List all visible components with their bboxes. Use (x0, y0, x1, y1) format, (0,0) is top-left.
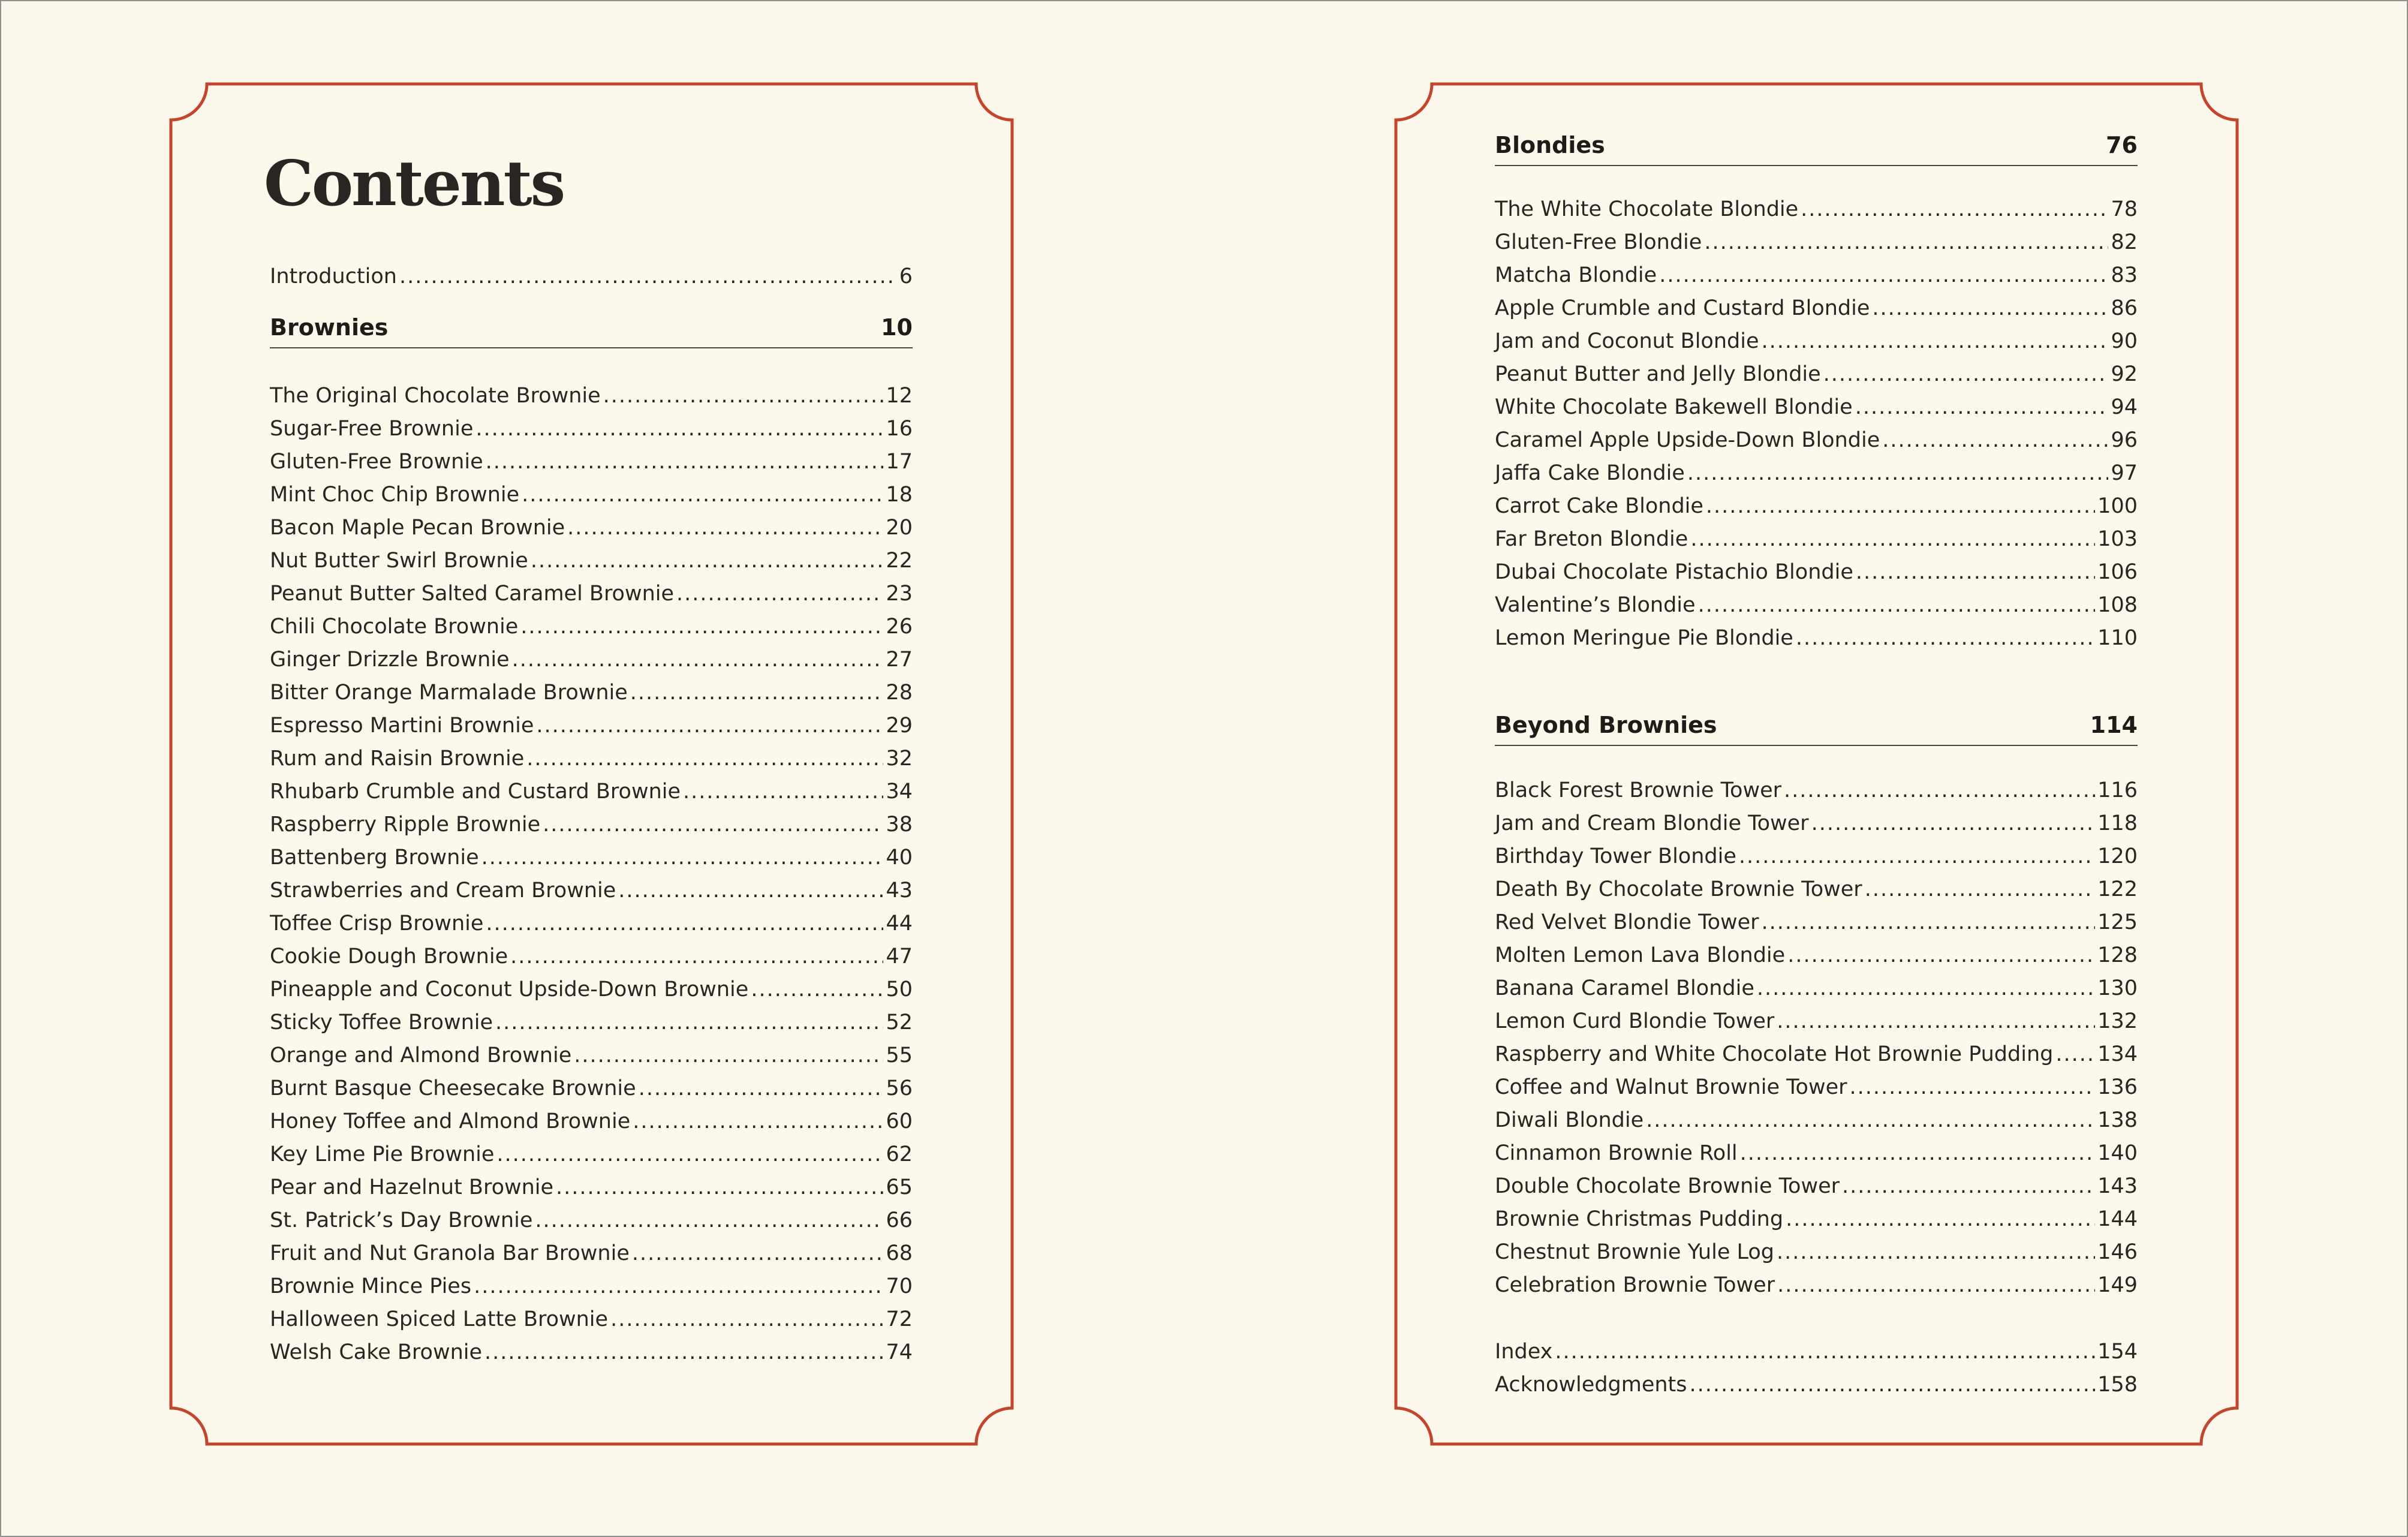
toc-entry-label: Jam and Cream Blondie Tower (1495, 811, 1809, 835)
toc-entry-label: Rum and Raisin Brownie (270, 747, 525, 771)
toc-entry-page: 136 (2097, 1075, 2138, 1099)
toc-entry-label: Brownie Christmas Pudding (1495, 1207, 1784, 1231)
section-title: Beyond Brownies (1495, 712, 1717, 738)
toc-entry-page: 97 (2111, 461, 2138, 485)
toc-entry-page: 92 (2111, 362, 2138, 386)
toc-entry-label: Index (1495, 1340, 1553, 1364)
toc-entry-label: Mint Choc Chip Brownie (270, 483, 520, 507)
dot-leader (1823, 358, 2109, 391)
dot-leader (1796, 622, 2095, 655)
toc-entry-label: Orange and Almond Brownie (270, 1043, 572, 1067)
toc-entry[interactable] (1495, 622, 2138, 655)
dot-leader (536, 709, 883, 742)
toc-entry[interactable] (1495, 424, 2138, 457)
dot-leader (510, 940, 883, 973)
toc-entry-label: White Chocolate Bakewell Blondie (1495, 395, 1853, 419)
dot-leader (1856, 556, 2095, 589)
toc-entry[interactable] (1495, 490, 2138, 523)
toc-entry[interactable] (270, 545, 913, 577)
dot-leader (603, 380, 884, 413)
toc-entry-page: 82 (2111, 230, 2138, 254)
toc-entry-page: 55 (886, 1043, 913, 1067)
toc-entry[interactable] (1495, 1005, 2138, 1038)
toc-entry-page: 72 (886, 1307, 913, 1331)
toc-entry-page: 6 (899, 264, 913, 288)
toc-entry-label: Jam and Coconut Blondie (1495, 329, 1759, 353)
toc-entry-page: 120 (2097, 844, 2138, 868)
toc-entry[interactable] (270, 1006, 913, 1039)
toc-entry[interactable] (1495, 1269, 2138, 1302)
section-title: Blondies (1495, 132, 1605, 158)
toc-entry-label: Lemon Curd Blondie Tower (1495, 1009, 1775, 1033)
toc-entry-page: 144 (2097, 1207, 2138, 1231)
toc-entry-label: Gluten-Free Brownie (270, 450, 483, 474)
dot-leader (1777, 1005, 2095, 1038)
dot-leader (639, 1072, 884, 1105)
dot-leader (1865, 873, 2095, 906)
toc-entry[interactable] (270, 775, 913, 808)
dot-leader (676, 577, 883, 610)
toc-entry[interactable] (270, 643, 913, 676)
toc-entry-page: 38 (886, 813, 913, 837)
toc-entry[interactable] (270, 1270, 913, 1303)
toc-entry-label: Birthday Tower Blondie (1495, 844, 1736, 868)
toc-entry-page: 74 (886, 1340, 913, 1364)
toc-entry[interactable] (270, 577, 913, 610)
toc-entry-page: 40 (886, 846, 913, 870)
toc-entry-label: Raspberry and White Chocolate Hot Brownie Pudding (1495, 1042, 2054, 1066)
dot-leader (1842, 1170, 2095, 1203)
toc-entry-page: 100 (2097, 494, 2138, 518)
dot-leader (1811, 807, 2096, 840)
page-title: Contents (264, 146, 564, 220)
toc-entry-page: 16 (886, 417, 913, 441)
toc-entry-label: Dubai Chocolate Pistachio Blondie (1495, 560, 1853, 584)
dot-leader (535, 1204, 883, 1237)
toc-entry[interactable] (270, 940, 913, 973)
toc-entry[interactable] (270, 709, 913, 742)
toc-entry-label: Banana Caramel Blondie (1495, 976, 1754, 1000)
toc-entry-label: Battenberg Brownie (270, 846, 479, 870)
toc-entry-label: Pear and Hazelnut Brownie (270, 1175, 554, 1199)
dot-leader (1740, 1137, 2096, 1170)
dot-leader (399, 260, 897, 293)
toc-entry[interactable] (1495, 226, 2138, 259)
toc-entry-label: Peanut Butter and Jelly Blondie (1495, 362, 1821, 386)
toc-entry-page: 34 (886, 780, 913, 804)
toc-entry-label: Introduction (270, 264, 397, 288)
toc-entry[interactable] (1495, 1038, 2138, 1071)
section-heading-blondies[interactable] (1495, 128, 2138, 166)
toc-entry-label: Black Forest Brownie Tower (1495, 778, 1781, 802)
toc-entry[interactable] (270, 1039, 913, 1072)
toc-entry-label: Honey Toffee and Almond Brownie (270, 1109, 631, 1133)
toc-entry[interactable] (270, 973, 913, 1006)
dot-leader (512, 643, 884, 676)
toc-entry-label: Red Velvet Blondie Tower (1495, 910, 1759, 934)
toc-entry-page: 110 (2097, 626, 2138, 650)
section-heading-beyond-brownies[interactable] (1495, 708, 2138, 746)
toc-entry-label: Cookie Dough Brownie (270, 945, 508, 968)
toc-entry-label: Matcha Blondie (1495, 263, 1657, 287)
toc-entry-page: 22 (886, 549, 913, 573)
toc-entry-page: 43 (886, 879, 913, 903)
dot-leader (1855, 391, 2109, 424)
toc-entry[interactable] (1495, 1137, 2138, 1170)
toc-entry-label: Bitter Orange Marmalade Brownie (270, 681, 628, 705)
toc-entry-page: 132 (2097, 1009, 2138, 1033)
dot-leader (531, 545, 884, 577)
dot-leader (618, 874, 883, 907)
toc-entry[interactable] (1495, 873, 2138, 906)
dot-leader (610, 1303, 883, 1336)
dot-leader (1777, 1269, 2095, 1302)
toc-entry-label: Strawberries and Cream Brownie (270, 879, 616, 903)
toc-entry[interactable] (270, 676, 913, 709)
toc-entry[interactable] (270, 1072, 913, 1105)
toc-entry-label: Chili Chocolate Brownie (270, 615, 519, 639)
dot-leader (475, 413, 883, 446)
toc-entry-page: 65 (886, 1175, 913, 1199)
toc-entry-label: Carrot Cake Blondie (1495, 494, 1703, 518)
toc-entry-label: Jaffa Cake Blondie (1495, 461, 1685, 485)
toc-entry-introduction[interactable] (270, 260, 913, 293)
dot-leader (474, 1270, 883, 1303)
toc-entry[interactable] (1495, 939, 2138, 972)
toc-entry-label: Peanut Butter Salted Caramel Brownie (270, 582, 675, 606)
section-title: Brownies (270, 314, 389, 341)
toc-entry-label: Raspberry Ripple Brownie (270, 813, 541, 837)
toc-entry-page: 149 (2097, 1273, 2138, 1297)
toc-entry-label: Key Lime Pie Brownie (270, 1142, 495, 1166)
dot-leader (1687, 457, 2109, 490)
toc-entry-label: Valentine’s Blondie (1495, 593, 1696, 617)
toc-entry-label: Sticky Toffee Brownie (270, 1010, 493, 1034)
toc-entry[interactable] (1495, 1170, 2138, 1203)
toc-entry[interactable] (1495, 556, 2138, 589)
toc-entry-label: Death By Chocolate Brownie Tower (1495, 877, 1862, 901)
toc-entry[interactable] (1495, 840, 2138, 873)
toc-entry-page: 158 (2097, 1373, 2138, 1397)
toc-entry[interactable] (1495, 523, 2138, 556)
toc-entry[interactable] (1495, 292, 2138, 325)
dot-leader (567, 512, 883, 545)
toc-entry-label: Toffee Crisp Brownie (270, 912, 484, 936)
dot-leader (1762, 325, 2109, 358)
toc-entry[interactable] (1495, 589, 2138, 622)
dot-leader (1777, 1236, 2095, 1269)
dot-leader (1646, 1104, 2095, 1137)
toc-entry-label: Sugar-Free Brownie (270, 417, 474, 441)
toc-entry-page: 146 (2097, 1240, 2138, 1264)
dot-leader (1555, 1336, 2095, 1368)
dot-leader (632, 1237, 884, 1270)
toc-entry-page: 78 (2111, 197, 2138, 221)
toc-entry-page: 23 (886, 582, 913, 606)
toc-entry[interactable] (270, 446, 913, 479)
toc-entry[interactable] (270, 479, 913, 512)
toc-entry-page: 52 (886, 1010, 913, 1034)
dot-leader (574, 1039, 883, 1072)
dot-leader (1690, 1368, 2096, 1401)
toc-entry-page: 140 (2097, 1141, 2138, 1165)
toc-entry-page: 66 (886, 1208, 913, 1232)
toc-entry[interactable] (1495, 193, 2138, 226)
toc-entry-label: Apple Crumble and Custard Blondie (1495, 296, 1870, 320)
toc-entry-page: 118 (2097, 811, 2138, 835)
toc-entry-page: 106 (2097, 560, 2138, 584)
toc-entry-label: Halloween Spiced Latte Brownie (270, 1307, 609, 1331)
toc-entry[interactable] (1495, 391, 2138, 424)
section-page: 114 (2090, 712, 2138, 738)
dot-leader (486, 446, 884, 479)
toc-entry-page: 125 (2097, 910, 2138, 934)
toc-entry-label: Celebration Brownie Tower (1495, 1273, 1775, 1297)
toc-entry-page: 44 (886, 912, 913, 936)
dot-leader (481, 841, 884, 874)
dot-leader (1704, 226, 2108, 259)
toc-entry-label: Coffee and Walnut Brownie Tower (1495, 1075, 1847, 1099)
toc-entry-label: Brownie Mince Pies (270, 1274, 472, 1298)
toc-entry-label: Bacon Maple Pecan Brownie (270, 516, 565, 540)
toc-entry-label: Welsh Cake Brownie (270, 1340, 483, 1364)
toc-entry[interactable] (1495, 972, 2138, 1005)
toc-entry[interactable] (270, 1204, 913, 1237)
toc-entry[interactable] (1495, 259, 2138, 292)
dot-leader (630, 676, 884, 709)
toc-entry[interactable] (1495, 1071, 2138, 1104)
toc-entry-page: 130 (2097, 976, 2138, 1000)
toc-entry[interactable] (270, 1237, 913, 1270)
toc-entry-page: 122 (2097, 877, 2138, 901)
toc-entry[interactable] (270, 1171, 913, 1204)
dot-leader (1872, 292, 2108, 325)
toc-entry[interactable] (1495, 325, 2138, 358)
toc-entry[interactable] (1495, 774, 2138, 807)
dot-leader (1659, 259, 2108, 292)
toc-entry[interactable] (1495, 1236, 2138, 1269)
dot-leader (495, 1006, 883, 1039)
dot-leader (543, 808, 883, 841)
dot-leader (1787, 939, 2095, 972)
dot-leader (1762, 906, 2096, 939)
toc-entry[interactable] (1495, 457, 2138, 490)
toc-entry-label: Caramel Apple Upside-Down Blondie (1495, 428, 1880, 452)
toc-entry-page: 108 (2097, 593, 2138, 617)
toc-entry-label: Pineapple and Coconut Upside-Down Brownie (270, 977, 749, 1001)
toc-entry-label: Acknowledgments (1495, 1373, 1687, 1397)
dot-leader (520, 610, 883, 643)
toc-entry-page: 134 (2097, 1042, 2138, 1066)
toc-entry-page: 96 (2111, 428, 2138, 452)
toc-entry-page: 116 (2097, 778, 2138, 802)
toc-entry-page: 12 (886, 384, 913, 408)
toc-entry[interactable] (1495, 1203, 2138, 1236)
dot-leader (1882, 424, 2108, 457)
toc-entry[interactable] (1495, 1368, 2138, 1401)
dot-leader (1757, 972, 2095, 1005)
toc-entry-page: 128 (2097, 943, 2138, 967)
dot-leader (522, 479, 883, 512)
toc-entry-label: Far Breton Blondie (1495, 527, 1688, 551)
toc-entry[interactable] (270, 742, 913, 775)
toc-entry-page: 17 (886, 450, 913, 474)
dot-leader (1850, 1071, 2096, 1104)
toc-entry-page: 50 (886, 977, 913, 1001)
toc-entry-label: The Original Chocolate Brownie (270, 384, 601, 408)
toc-entry[interactable] (270, 1138, 913, 1171)
dot-leader (1786, 1203, 2095, 1236)
dot-leader (496, 1138, 883, 1171)
section-page: 10 (881, 314, 913, 341)
toc-entry-label: Cinnamon Brownie Roll (1495, 1141, 1738, 1165)
toc-entry-page: 138 (2097, 1108, 2138, 1132)
toc-entry-page: 32 (886, 747, 913, 771)
toc-entry-page: 27 (886, 648, 913, 672)
toc-entry-label: Fruit and Nut Granola Bar Brownie (270, 1241, 630, 1265)
dot-leader (484, 1336, 883, 1369)
toc-entry[interactable] (270, 1336, 913, 1369)
toc-entry-page: 86 (2111, 296, 2138, 320)
toc-entry-label: The White Chocolate Blondie (1495, 197, 1799, 221)
dot-leader (1784, 774, 2095, 807)
toc-entry[interactable] (270, 874, 913, 907)
dot-leader (556, 1171, 883, 1204)
section-heading-brownies[interactable] (270, 310, 913, 348)
dot-leader (1698, 589, 2096, 622)
toc-entry-page: 103 (2097, 527, 2138, 551)
toc-entry[interactable] (1495, 1104, 2138, 1137)
toc-entry-label: Diwali Blondie (1495, 1108, 1644, 1132)
toc-entry-page: 28 (886, 681, 913, 705)
toc-entry-page: 154 (2097, 1340, 2138, 1364)
toc-entry-page: 29 (886, 714, 913, 738)
toc-entry-page: 94 (2111, 395, 2138, 419)
toc-entry-label: Nut Butter Swirl Brownie (270, 549, 528, 573)
toc-entry-label: Gluten-Free Blondie (1495, 230, 1702, 254)
dot-leader (683, 775, 883, 808)
toc-entry-page: 143 (2097, 1174, 2138, 1198)
toc-entry-label: Molten Lemon Lava Blondie (1495, 943, 1786, 967)
dot-leader (486, 907, 883, 940)
dot-leader (526, 742, 883, 775)
toc-entry-label: Rhubarb Crumble and Custard Brownie (270, 780, 681, 804)
toc-entry[interactable] (270, 907, 913, 940)
toc-entry-label: St. Patrick’s Day Brownie (270, 1208, 533, 1232)
toc-entry[interactable] (270, 841, 913, 874)
toc-entry-label: Chestnut Brownie Yule Log (1495, 1240, 1775, 1264)
toc-entry-page: 56 (886, 1076, 913, 1100)
toc-entry-label: Lemon Meringue Pie Blondie (1495, 626, 1793, 650)
toc-entry-label: Double Chocolate Brownie Tower (1495, 1174, 1840, 1198)
toc-entry[interactable] (270, 1303, 913, 1336)
toc-entry-page: 90 (2111, 329, 2138, 353)
dot-leader (2055, 1038, 2095, 1071)
toc-entry-page: 20 (886, 516, 913, 540)
toc-entry-page: 26 (886, 615, 913, 639)
toc-entry[interactable] (270, 380, 913, 413)
dot-leader (1739, 840, 2095, 873)
toc-entry-page: 70 (886, 1274, 913, 1298)
toc-entry[interactable] (1495, 807, 2138, 840)
dot-leader (751, 973, 883, 1006)
toc-entry[interactable] (270, 413, 913, 446)
section-page: 76 (2106, 132, 2138, 158)
dot-leader (1706, 490, 2095, 523)
toc-entry-page: 60 (886, 1109, 913, 1133)
dot-leader (1801, 193, 2108, 226)
dot-leader (1690, 523, 2095, 556)
toc-entry-label: Burnt Basque Cheesecake Brownie (270, 1076, 636, 1100)
toc-entry-page: 68 (886, 1241, 913, 1265)
dot-leader (633, 1105, 883, 1138)
toc-entry[interactable] (270, 512, 913, 545)
toc-entry[interactable] (270, 610, 913, 643)
toc-entry-label: Ginger Drizzle Brownie (270, 648, 510, 672)
toc-entry-page: 47 (886, 945, 913, 968)
toc-entry-page: 83 (2111, 263, 2138, 287)
toc-entry-label: Espresso Martini Brownie (270, 714, 534, 738)
toc-entry[interactable] (270, 808, 913, 841)
toc-entry-page: 62 (886, 1142, 913, 1166)
toc-entry[interactable] (1495, 906, 2138, 939)
toc-entry[interactable] (1495, 1336, 2138, 1368)
toc-entry[interactable] (1495, 358, 2138, 391)
toc-entry-page: 18 (886, 483, 913, 507)
toc-entry[interactable] (270, 1105, 913, 1138)
